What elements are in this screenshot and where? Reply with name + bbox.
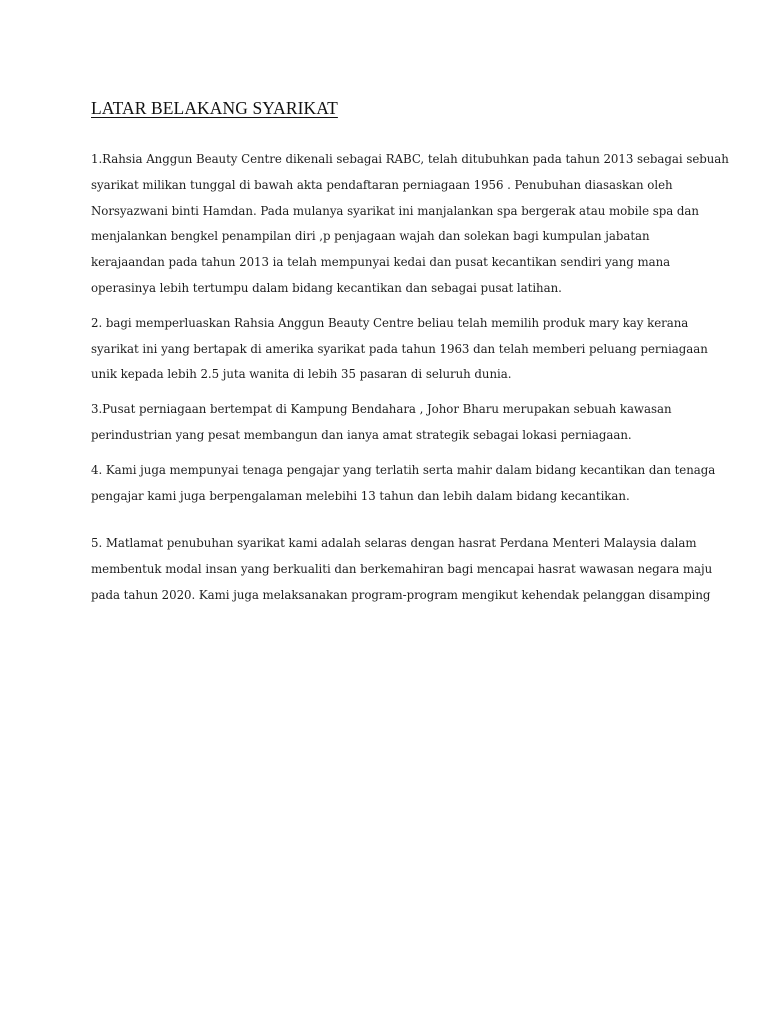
- paragraph-line: 1.Rahsia Anggun Beauty Centre dikenali sebagai RABC, telah ditubuhkan pada tahun 2013 sebagai sebuah: [91, 152, 729, 166]
- paragraph-line: pengajar kami juga berpengalaman melebihi 13 tahun dan lebih dalam bidang kecantikan.: [91, 488, 630, 503]
- paragraph-line: membentuk modal insan yang berkualiti dan berkemahiran bagi mencapai hasrat wawasan negara maju: [91, 562, 713, 577]
- paragraph-line: 2. bagi memperluaskan Rahsia Anggun Beauty Centre beliau telah memilih produk mary kay kerana: [91, 315, 689, 330]
- paragraph-line: unik kepada lebih 2.5 juta wanita di lebih 35 pasaran di seluruh dunia.: [91, 367, 512, 382]
- paragraph-line: 5. Matlamat penubuhan syarikat kami adalah selaras dengan hasrat Perdana Menteri Malaysia dalam: [91, 536, 697, 551]
- paragraph-3: [91, 397, 691, 449]
- document-body: [91, 96, 729, 609]
- paragraph-line: 4. Kami juga mempunyai tenaga pengajar yang terlatih serta mahir dalam bidang kecantikan dan tenaga: [91, 462, 716, 477]
- paragraph-2: [91, 311, 708, 388]
- paragraph-line: perindustrian yang pesat membangun dan ianya amat strategik sebagai lokasi perniagaan.: [91, 427, 632, 442]
- paragraph-5: [91, 531, 713, 608]
- paragraph-4: [91, 458, 716, 510]
- paragraph-line: 3.Pusat perniagaan bertempat di Kampung Bendahara , Johor Bharu merupakan sebuah kawasan: [91, 402, 672, 417]
- paragraph-line: operasinya lebih tertumpu dalam bidang kecantikan dan sebagai pusat latihan.: [91, 280, 562, 295]
- paragraph-line: pada tahun 2020. Kami juga melaksanakan program-program mengikut kehendak pelanggan disamping: [91, 587, 711, 602]
- paragraph-line: syarikat milikan tunggal di bawah akta pendaftaran perniagaan 1956 . Penubuhan diasaskan oleh: [91, 177, 673, 192]
- paragraph-line: Norsyazwani binti Hamdan. Pada mulanya syarikat ini manjalankan spa bergerak atau mobile spa dan: [91, 203, 699, 218]
- paragraph-line: syarikat ini yang bertapak di amerika syarikat pada tahun 1963 dan telah memberi peluang perniagaan: [91, 341, 708, 356]
- paragraph-1: [91, 147, 729, 302]
- document-heading: LATAR BELAKANG SYARIKAT: [91, 98, 338, 118]
- paragraph-line: menjalankan bengkel penampilan diri ,p penjagaan wajah dan solekan bagi kumpulan jabatan: [91, 229, 650, 244]
- paragraph-line: kerajaandan pada tahun 2013 ia telah mempunyai kedai dan pusat kecantikan sendiri yang mana: [91, 255, 671, 270]
